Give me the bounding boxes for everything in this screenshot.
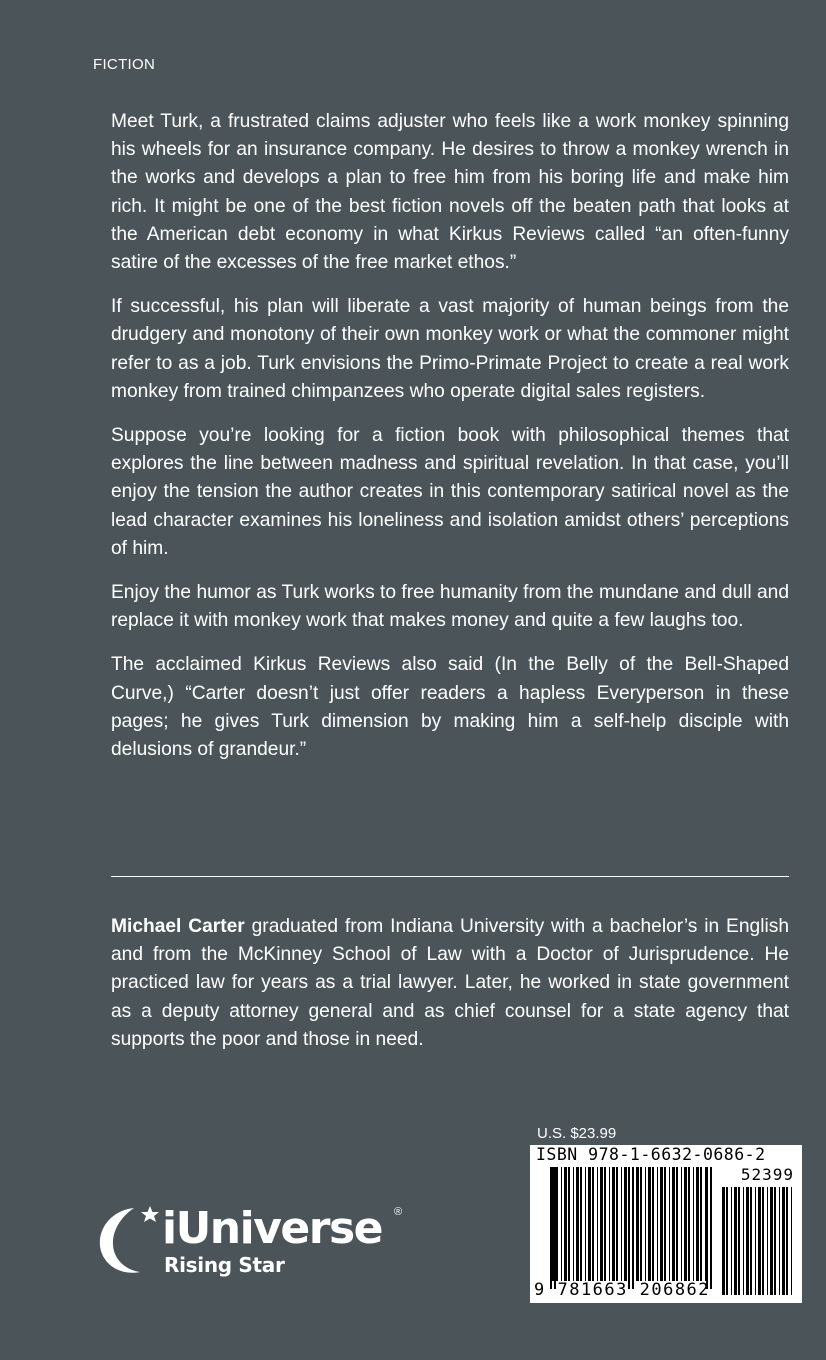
genre-label: FICTION <box>93 56 156 73</box>
back-cover-blurb <box>111 108 789 780</box>
blurb-paragraph: Enjoy the humor as Turk works to free humanity from the mundane and dull and replace it with monkey work that makes money and quite a few laughs too. <box>111 582 789 632</box>
logo-tagline: Rising Star <box>164 1253 285 1277</box>
section-divider <box>111 876 789 877</box>
barcode-addon-number: 52399 <box>740 1165 794 1184</box>
isbn-barcode <box>530 1145 802 1303</box>
logo-wordmark: iUniverse <box>162 1203 382 1254</box>
registered-mark: ® <box>394 1206 403 1218</box>
blurb-paragraph: Suppose you’re looking for a fiction book with philosophical themes that explores the line between madness and spiritual revelation. In that case, you’ll enjoy the tension the author creates in this contemporary satirical novel as the lead character examines his loneliness and isolation amidst others’ perceptions of him. <box>111 425 789 559</box>
price-label: U.S. $23.99 <box>537 1125 617 1142</box>
iuniverse-swoosh-icon <box>94 1200 166 1280</box>
author-name: Michael Carter <box>111 916 245 937</box>
isbn-label: ISBN 978-1-6632-0686-2 <box>536 1145 766 1164</box>
publisher-logo <box>94 1200 414 1290</box>
author-bio <box>111 913 789 1054</box>
blurb-paragraph: The acclaimed Kirkus Reviews also said (In the Belly of the Bell-Shaped Curve,) “Carter doesn’t just offer readers a hapless Everyperson in these pages; he gives Turk dimension by making him a self-help disciple with delusions of grandeur.” <box>111 654 789 761</box>
ean-number: 9 781663 206862 <box>534 1280 711 1300</box>
author-bio-text: graduated from Indiana University with a bachelor’s in English and from the McKinney School of Law with a Doctor of Jurisprudence. He practiced law for years as a trial lawyer. Later, he worked in state government as a deputy attorney general and as chief counsel for a state agency that supports the poor and those in need. <box>111 916 789 1050</box>
blurb-paragraph: If successful, his plan will liberate a vast majority of human beings from the drudgery and monotony of their own monkey work or what the commoner might refer to as a job. Turk envisions the Primo-Primate Project to create a real work monkey from trained chimpanzees who operate digital sales registers. <box>111 296 789 402</box>
blurb-paragraph: Meet Turk, a frustrated claims adjuster who feels like a work monkey spinning his wheels for an insurance company. He desires to throw a monkey wrench in the works and develops a plan to free him from his boring life and make him rich. It might be one of the best fiction novels off the beaten path that looks at the American debt economy in what Kirkus Reviews called “an often-funny satire of the excesses of the free market ethos.” <box>111 111 789 274</box>
